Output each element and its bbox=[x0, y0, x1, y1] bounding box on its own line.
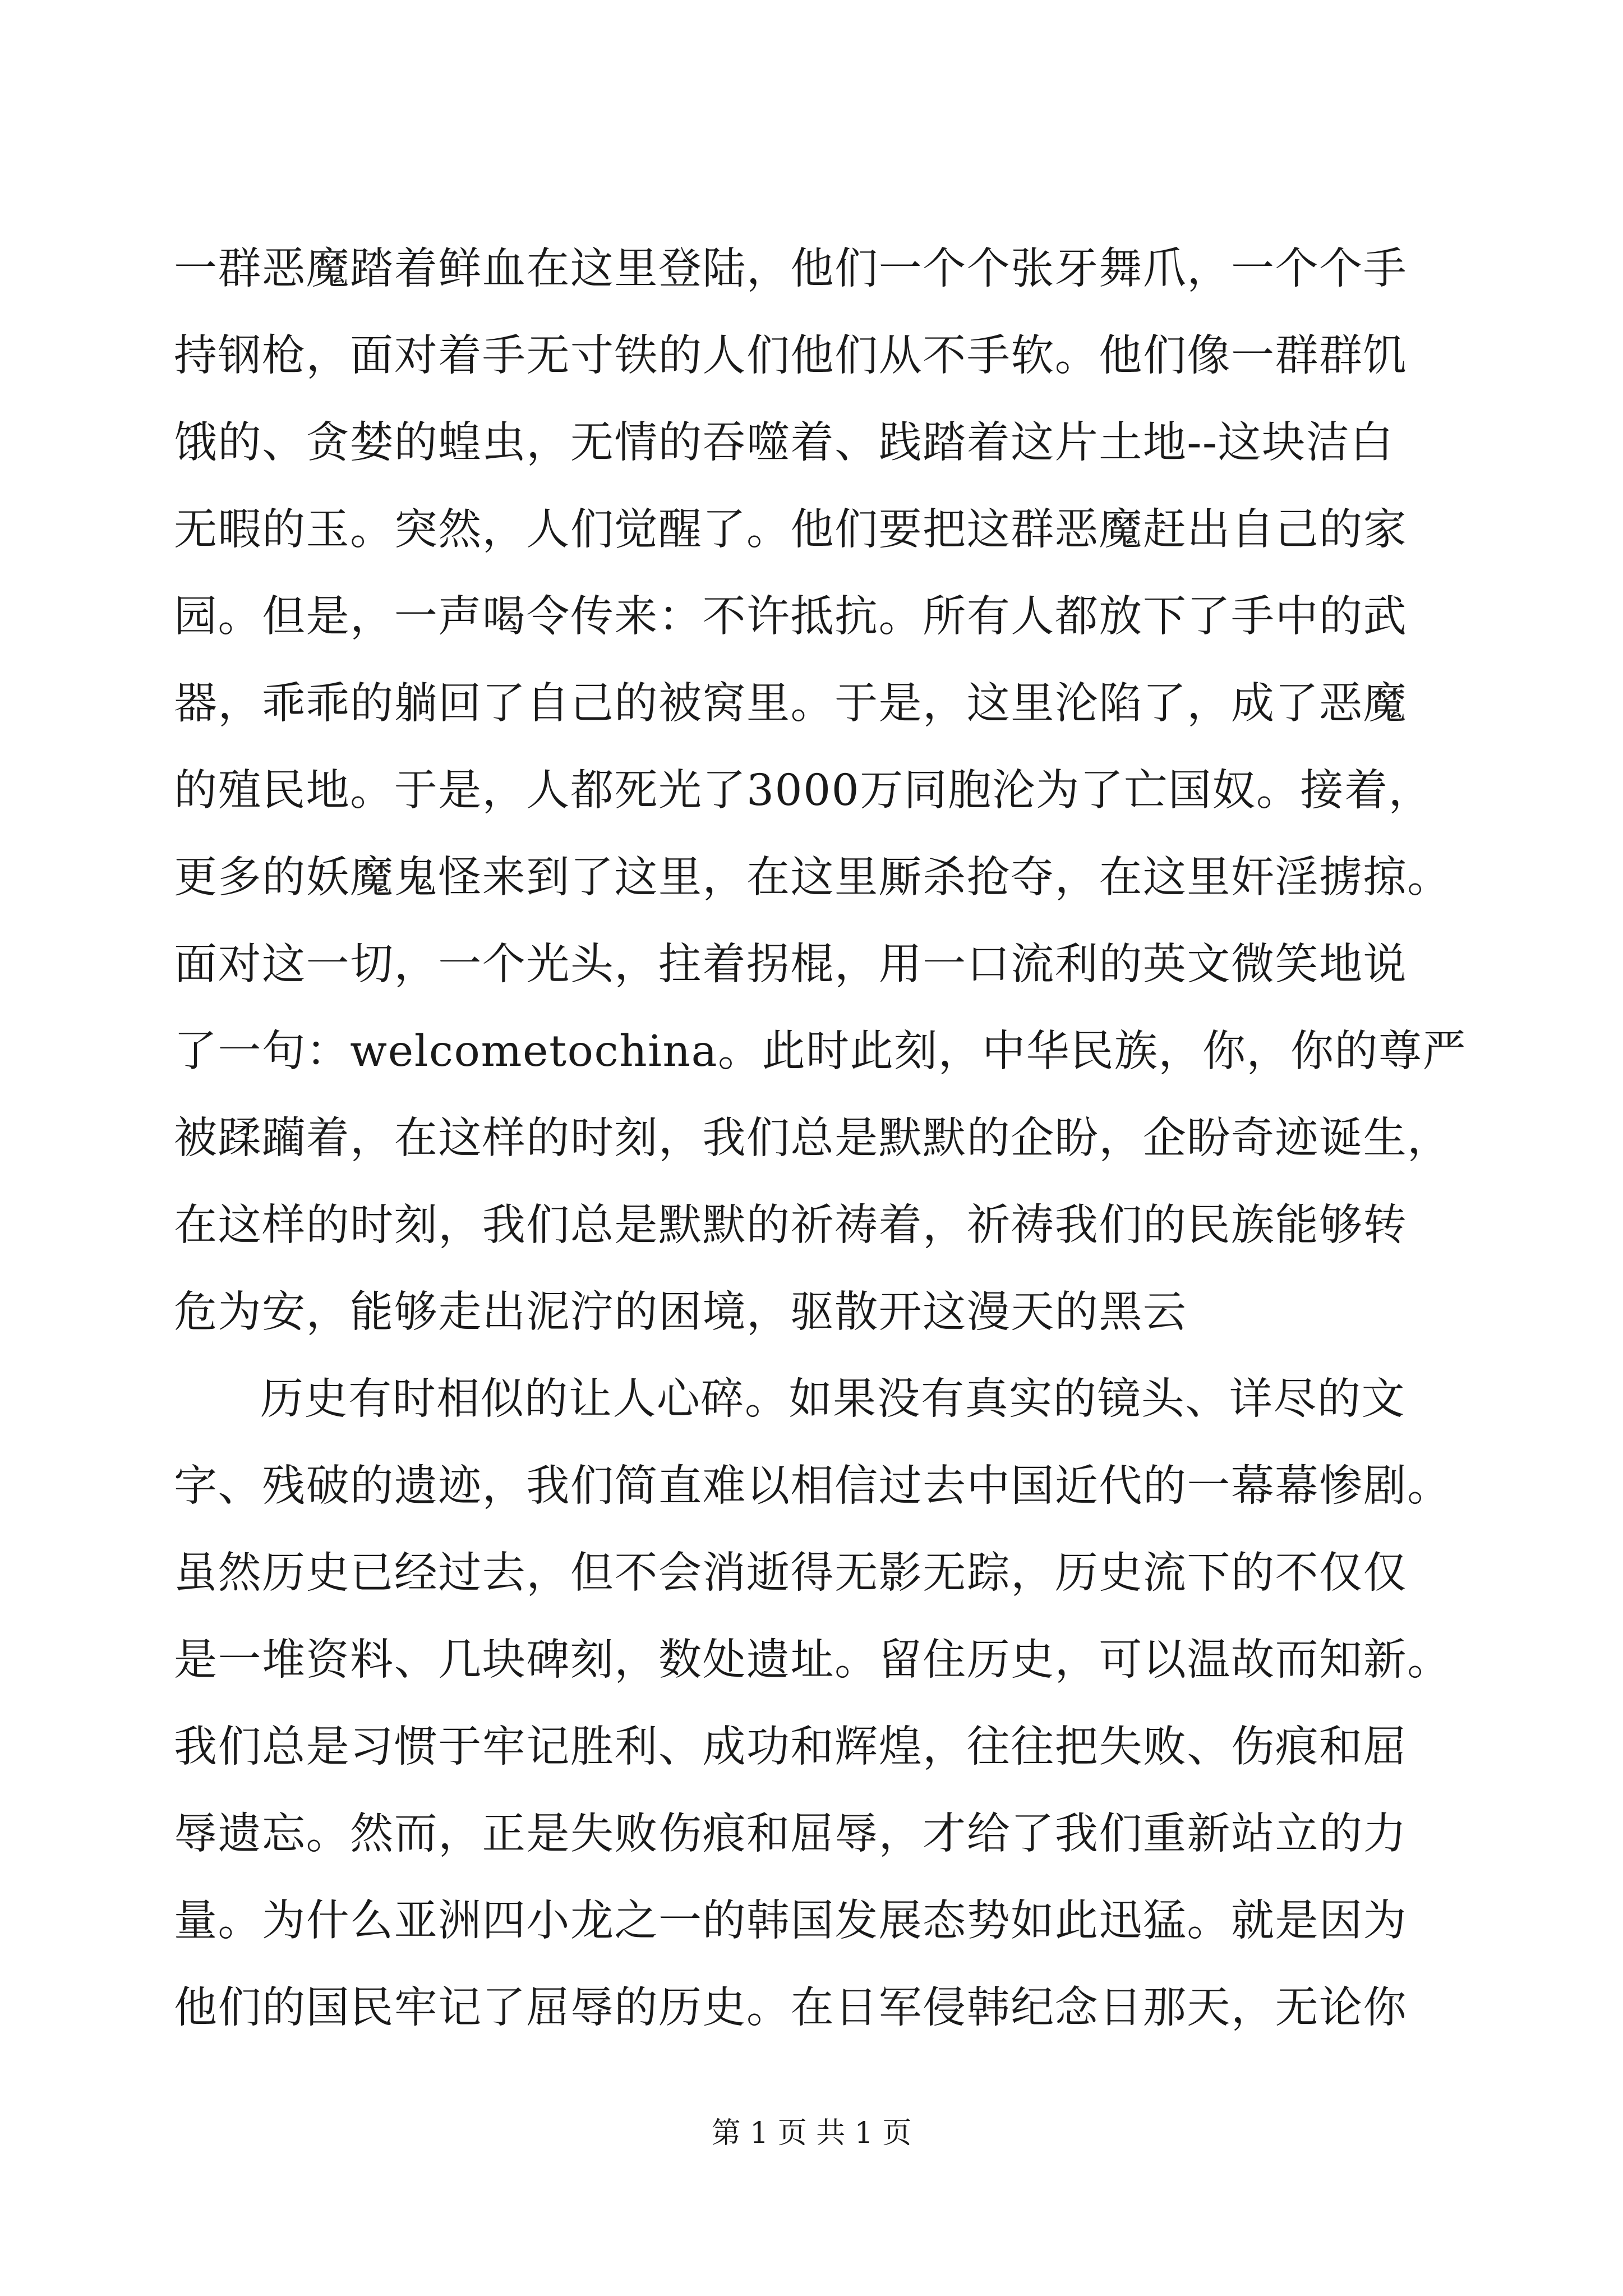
text-line: 字、残破的遗迹，我们简直难以相信过去中国近代的一幕幕惨剧。 bbox=[174, 1461, 1451, 1511]
text-line: 面对这一切，一个光头，拄着拐棍，用一口流利的英文微笑地说 bbox=[174, 940, 1408, 990]
text-line: 无暇的玉。突然，人们觉醒了。他们要把这群恶魔赶出自己的家 bbox=[174, 505, 1408, 555]
text-line: 园。但是，一声喝令传来：不许抵抗。所有人都放下了手中的武 bbox=[174, 592, 1408, 642]
paragraph bbox=[174, 226, 1467, 1356]
text-line: 危为安，能够走出泥泞的困境，驱散开这漫天的黑云 bbox=[174, 1287, 1187, 1337]
text-line: 历史有时相似的让人心碎。如果没有真实的镜头、详尽的文 bbox=[260, 1374, 1406, 1424]
paragraph bbox=[174, 1356, 1464, 2051]
page-footer: 第 1 页 共 1 页 bbox=[711, 2116, 912, 2150]
text-line: 辱遗忘。然而，正是失败伤痕和屈辱，才给了我们重新站立的力 bbox=[174, 1809, 1408, 1859]
text-line: 饿的、贪婪的蝗虫，无情的吞噬着、践踏着这片土地--这块洁白 bbox=[174, 418, 1394, 468]
text-line: 的殖民地。于是，人都死光了3000万同胞沦为了亡国奴。接着， bbox=[174, 766, 1433, 816]
text-line: 更多的妖魔鬼怪来到了这里，在这里厮杀抢夺，在这里奸淫掳掠。 bbox=[174, 853, 1451, 903]
text-line: 我们总是习惯于牢记胜利、成功和辉煌，往往把失败、伤痕和屈 bbox=[174, 1722, 1408, 1772]
text-line: 是一堆资料、几块碑刻，数处遗址。留住历史，可以温故而知新。 bbox=[174, 1635, 1451, 1685]
text-line: 了一句：welcometochina。此时此刻，中华民族，你，你的尊严 bbox=[174, 1027, 1467, 1076]
document-body bbox=[174, 226, 1467, 2051]
text-line: 他们的国民牢记了屈辱的历史。在日军侵韩纪念日那天，无论你 bbox=[174, 1983, 1408, 2033]
text-line: 虽然历史已经过去，但不会消逝得无影无踪，历史流下的不仅仅 bbox=[174, 1548, 1408, 1598]
text-line: 持钢枪，面对着手无寸铁的人们他们从不手软。他们像一群群饥 bbox=[174, 331, 1408, 381]
text-line: 量。为什么亚洲四小龙之一的韩国发展态势如此迅猛。就是因为 bbox=[174, 1896, 1408, 1946]
text-line: 一群恶魔踏着鲜血在这里登陆，他们一个个张牙舞爪，一个个手 bbox=[174, 244, 1408, 294]
text-line: 被蹂躏着，在这样的时刻，我们总是默默的企盼，企盼奇迹诞生， bbox=[174, 1114, 1451, 1163]
text-line: 在这样的时刻，我们总是默默的祈祷着，祈祷我们的民族能够转 bbox=[174, 1200, 1408, 1250]
text-line: 器，乖乖的躺回了自己的被窝里。于是，这里沦陷了，成了恶魔 bbox=[174, 679, 1408, 729]
